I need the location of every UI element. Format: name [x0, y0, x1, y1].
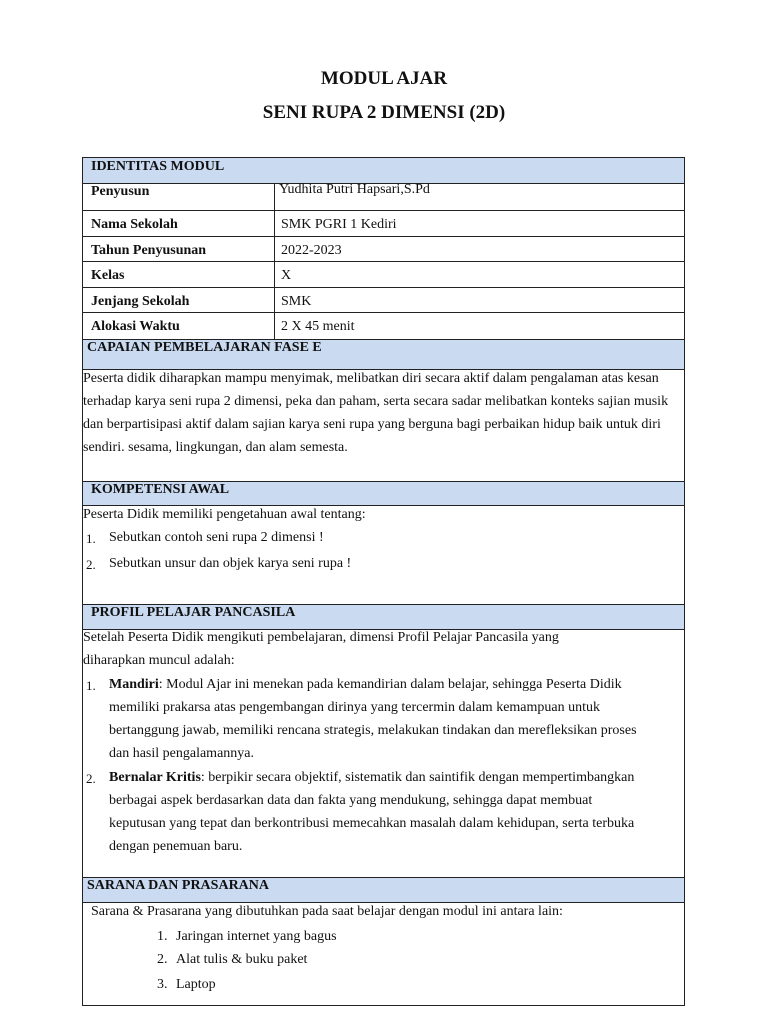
list-item: Sebutkan contoh seni rupa 2 dimensi ! — [109, 530, 324, 545]
list-item: Sebutkan unsur dan objek karya seni rupa ! — [109, 556, 352, 571]
list-item: Alat tulis & buku paket — [176, 952, 308, 967]
row-label: Jenjang Sekolah — [91, 294, 190, 309]
row-value: 2 X 45 menit — [281, 319, 355, 334]
paragraph-line: dan berpartisipasi aktif dalam sajian karya seni rupa yang berguna bagi perbaikan hidup baik untuk diri — [83, 417, 661, 432]
paragraph-line: diharapkan muncul adalah: — [83, 653, 235, 668]
table-row — [83, 262, 684, 288]
row-value: 2022-2023 — [281, 243, 342, 258]
section-header-profil: PROFIL PELAJAR PANCASILA — [83, 604, 684, 630]
row-label: Kelas — [91, 268, 125, 283]
document-title: MODUL AJAR — [320, 68, 448, 89]
table-row — [83, 288, 684, 313]
list-text: keputusan yang tepat dan berkontribusi memecahkan masalah dalam kehidupan, serta terbuka — [109, 816, 635, 831]
list-text: berbagai aspek berdasarkan data dan fakta yang mendukung, sehingga dapat membuat — [109, 793, 593, 808]
paragraph-line: terhadap karya seni rupa 2 dimensi, peka dan paham, serta secara sadar melibatkan konteks sajian musik — [83, 394, 669, 409]
table-row — [83, 184, 684, 211]
profil-intro — [83, 626, 684, 672]
list-text: dan hasil pengalamannya. — [109, 746, 255, 761]
list-text: : Modul Ajar ini menekan pada kemandirian dalam belajar, sehingga Peserta Didik — [158, 677, 622, 692]
paragraph-line: Peserta didik diharapkan mampu menyimak, melibatkan diri secara aktif dalam pengalaman atas kesan — [83, 371, 659, 386]
paragraph-line: Setelah Peserta Didik mengikuti pembelajaran, dimensi Profil Pelajar Pancasila yang — [83, 630, 559, 645]
list-term: Bernalar Kritis — [109, 770, 201, 785]
list-number: 1. — [86, 678, 96, 693]
row-value: SMK PGRI 1 Kediri — [281, 217, 397, 232]
row-label: Tahun Penyusunan — [91, 243, 207, 258]
kompetensi-intro: Peserta Didik memiliki pengetahuan awal tentang: — [83, 507, 366, 522]
table-row — [83, 313, 684, 339]
list-number: 2. — [86, 771, 96, 786]
section-header-kompetensi: KOMPETENSI AWAL — [83, 481, 684, 506]
section-header-capaian: CAPAIAN PEMBELAJARAN FASE E — [83, 339, 684, 370]
table-row — [83, 211, 684, 237]
list-text: : berpikir secara objektif, sistematik dan saintifik dengan mempertimbangkan — [200, 770, 635, 785]
list-text: bertanggung jawab, memiliki rencana strategis, melakukan tindakan dan merefleksikan proses — [109, 723, 637, 738]
row-value: Yudhita Putri Hapsari,S.Pd — [279, 182, 430, 197]
row-value: X — [281, 268, 292, 283]
list-item — [109, 766, 679, 858]
list-item: Jaringan internet yang bagus — [176, 929, 337, 944]
list-item: Laptop — [176, 977, 216, 992]
paragraph-line: sendiri. sesama, lingkungan, dan alam semesta. — [83, 440, 348, 455]
table-row — [83, 237, 684, 262]
list-number: 2. — [157, 952, 168, 967]
column-divider — [274, 184, 275, 339]
module-table — [82, 157, 685, 1006]
capaian-text — [83, 367, 684, 459]
list-text: dengan penemuan baru. — [109, 839, 243, 854]
list-number: 1. — [157, 929, 168, 944]
document-subtitle: SENI RUPA 2 DIMENSI (2D) — [262, 102, 506, 123]
list-number: 2. — [86, 557, 96, 572]
section-header-sarana: SARANA DAN PRASARANA — [83, 877, 684, 903]
section-header-identitas: IDENTITAS MODUL — [83, 158, 684, 184]
row-value: SMK — [281, 294, 312, 309]
sarana-intro: Sarana & Prasarana yang dibutuhkan pada saat belajar dengan modul ini antara lain: — [91, 904, 563, 919]
list-number: 1. — [86, 531, 96, 546]
row-label: Alokasi Waktu — [91, 319, 180, 334]
row-label: Penyusun — [91, 184, 150, 199]
list-text: memiliki prakarsa atas pengembangan dirinya yang tercermin dalam kemampuan untuk — [109, 700, 600, 715]
list-item — [109, 673, 679, 765]
row-label: Nama Sekolah — [91, 217, 178, 232]
list-number: 3. — [157, 977, 168, 992]
list-term: Mandiri — [109, 677, 159, 692]
